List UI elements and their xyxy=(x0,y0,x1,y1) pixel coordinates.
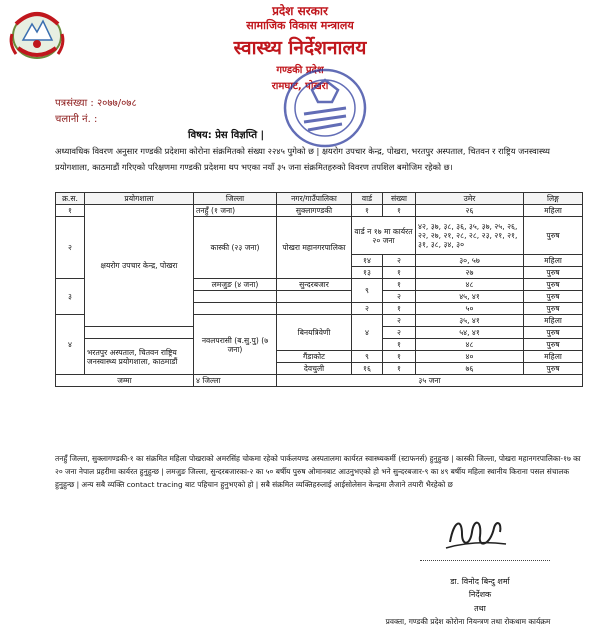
cell-sex: पुरुष xyxy=(524,291,583,303)
cell-sex: पुरुष xyxy=(524,339,583,351)
footnote-paragraph: तनहुँ जिल्ला, सुक्लागण्डकी-१ का संक्रमित महिला पोखराको अमरसिंह चोकमा रहेको पार्कलयण्ड अस्पतालमा कार्यरत स्वास्थ्यकर्मी (स्टाफनर्स) हुनुहुन्छ | कास्की जिल्ला, पोखरा महानगरपालिका-१७ का २० जना नेपाल प्रहरीमा कार्यरत हुनुहुन्छ | लमजुङ जिल्ला, सुन्दरबजारका-२ का ५० बर्षीय पुरुष ओमानबाट आउनुभएको हो भने सुन्दरबजार-९ का ४९ बर्षीय महिला स्थानीय किराना पसल संचालक हुनुहुन्छ | अन्य सबै व्यक्ति contact tracing बाट पहिचान हुनुभएको हो | सबै संक्रमित व्यक्तिहरुलाई आईसोलेसन केन्द्रमा लैजाने तयारी भैरहेको छ xyxy=(55,454,581,489)
subject-line: विषय: प्रेस विज्ञप्ति | xyxy=(188,130,265,141)
reference-number xyxy=(55,95,137,109)
cell-age: ७६ xyxy=(416,363,524,375)
cell-municipality-empty xyxy=(277,291,352,303)
cell-ward: २ xyxy=(352,303,383,315)
cell-age: ३५, ४१ xyxy=(416,315,524,327)
cell-sn: १ xyxy=(56,205,85,217)
cell-district: तनहुँ (१ जना) xyxy=(194,205,277,217)
signatory-title: निर्देशक xyxy=(468,590,492,599)
signature-icon xyxy=(440,512,510,556)
cell-count: २ xyxy=(383,327,416,339)
cell-count: २ xyxy=(383,315,416,327)
cell-sex: महिला xyxy=(524,315,583,327)
col-age: उमेर xyxy=(416,193,524,205)
signature-line xyxy=(420,560,550,561)
header-directorate: स्वास्थ्य निर्देशनालय xyxy=(233,37,367,59)
cell-sex: महिला xyxy=(524,255,583,267)
cell-age: ५४, ४१ xyxy=(416,327,524,339)
cell-ward: ९ xyxy=(352,351,383,363)
col-lab: प्रयोगशाला xyxy=(85,193,194,205)
cell-count: २ xyxy=(383,255,416,267)
table-row xyxy=(56,205,583,217)
table-header-row xyxy=(56,193,583,205)
cell-municipality: देवचुली xyxy=(277,363,352,375)
cell-count: १ xyxy=(383,303,416,315)
cell-district: कास्की (२३ जना) xyxy=(194,217,277,279)
cell-count: १ xyxy=(383,279,416,291)
cell-lab-empty xyxy=(85,327,194,339)
cell-sex: पुरुष xyxy=(524,303,583,315)
cell-ward: ९ xyxy=(352,279,383,303)
table-total-row xyxy=(56,375,583,387)
cell-age: ४५, ४१ xyxy=(416,291,524,303)
cell-count: १ xyxy=(383,339,416,351)
header-province: गण्डकी प्रदेश xyxy=(276,65,324,76)
cell-age: ४८ xyxy=(416,339,524,351)
cell-sex: पुरुष xyxy=(524,363,583,375)
col-district: जिल्ला xyxy=(194,193,277,205)
header-province-government: प्रदेश सरकार xyxy=(272,4,328,18)
header-ministry: सामाजिक विकास मन्त्रालय xyxy=(246,19,354,32)
reference-number-label: पत्रसंख्या : xyxy=(55,98,94,109)
cell-sex: महिला xyxy=(524,351,583,363)
col-municipality: नगर/गाउँपालिका xyxy=(277,193,352,205)
cell-municipality: सुन्दरबजार xyxy=(277,279,352,291)
col-ward: वार्ड xyxy=(352,193,383,205)
reference-number-value: २०७७/०७८ xyxy=(96,98,137,109)
cell-lab: भरतपुर अस्पताल, चितवन राष्ट्रिय जनस्वास्थ्य प्रयोगशाला, काठमाडौं xyxy=(85,339,194,375)
cell-count: १ xyxy=(383,363,416,375)
cell-sex: पुरुष xyxy=(524,327,583,339)
cell-sex: पुरुष xyxy=(524,279,583,291)
signatory-role: प्रवक्ता, गण्डकी प्रदेश कोरोना नियन्त्रण तथा रोकथाम कार्यक्रम xyxy=(385,617,551,626)
official-stamp-icon xyxy=(276,56,374,156)
cell-ward: १६ xyxy=(352,363,383,375)
cell-municipality-empty xyxy=(277,303,352,315)
col-sex: लिङ्ग xyxy=(524,193,583,205)
dispatch-number: चलानी नं. : xyxy=(55,114,98,125)
cell-total-districts: ४ जिल्ला xyxy=(194,375,277,387)
cases-table xyxy=(55,192,583,387)
col-sn: क्र.स. xyxy=(56,193,85,205)
cell-age: ३०, ५७ xyxy=(416,255,524,267)
cell-ward: ४ xyxy=(352,315,383,351)
cell-count: २ xyxy=(383,291,416,303)
cell-age: २७ xyxy=(416,267,524,279)
cell-count: १ xyxy=(383,205,416,217)
cell-ward: १ xyxy=(352,205,383,217)
cell-age: ५० xyxy=(416,303,524,315)
cell-sn: ३ xyxy=(56,279,85,315)
cell-ward: १४ xyxy=(352,255,383,267)
cell-total-label: जम्मा xyxy=(56,375,194,387)
intro-paragraph: अध्यावधिक विवरण अनुसार गण्डकी प्रदेशमा कोरोना संक्रमितको संख्या २२४५ पुगेको छ | क्षयरोग उपचार केन्द्र, पोखरा, भरतपुर अस्पताल, चितवन र राष्ट्रिय जनस्वास्थ्य प्रयोगशाला, काठमाडौं गरिएको परिक्षणमा गण्डकी प्रदेशमा थप भएका नयाँ ३५ जना संक्रमितहरुको विवरण तपशिल बमोजिम रहेको छ। xyxy=(55,146,550,172)
cell-sex: पुरुष xyxy=(524,217,583,255)
cell-municipality: गैंडाकोट xyxy=(277,351,352,363)
cell-ward: १३ xyxy=(352,267,383,279)
header-address: रामघाट, पोखरा xyxy=(271,81,329,92)
cell-district: नवलपरासी (ब.सु.पु) (७ जना) xyxy=(194,315,277,375)
cell-age: ४८ xyxy=(416,279,524,291)
cell-age: ४२, ३७, ३८, ३६, ३५, ३७, २५, २६, २२, २७, २१, २८, २८, २३, २१, २१, ३१, ३८, ३४, ३० xyxy=(416,217,524,255)
cell-age: २६ xyxy=(416,205,524,217)
cell-district-empty xyxy=(194,303,277,315)
cell-ward: वार्ड न १७ मा कार्यरत २० जना xyxy=(352,217,416,255)
cell-total-count: ३५ जना xyxy=(277,375,583,387)
cell-sex: महिला xyxy=(524,205,583,217)
cell-district: लमजुङ (४ जना) xyxy=(194,279,277,291)
cell-count: १ xyxy=(383,351,416,363)
cell-municipality: पोखरा महानगरपालिका xyxy=(277,217,352,279)
cell-sn: २ xyxy=(56,217,85,279)
cell-sex: पुरुष xyxy=(524,267,583,279)
cell-age: ४० xyxy=(416,351,524,363)
cell-lab: क्षयरोग उपचार केन्द्र, पोखरा xyxy=(85,205,194,327)
col-count: संख्या xyxy=(383,193,416,205)
cell-count: १ xyxy=(383,267,416,279)
signatory-conjunction: तथा xyxy=(474,604,486,613)
cell-municipality: बिनयत्रिवेणी xyxy=(277,315,352,351)
signatory-name: डा. विनोद बिन्दु शर्मा xyxy=(450,577,510,586)
cell-district-empty xyxy=(194,291,277,303)
cell-municipality: सुक्लागण्डकी xyxy=(277,205,352,217)
cell-sn: ४ xyxy=(56,315,85,375)
